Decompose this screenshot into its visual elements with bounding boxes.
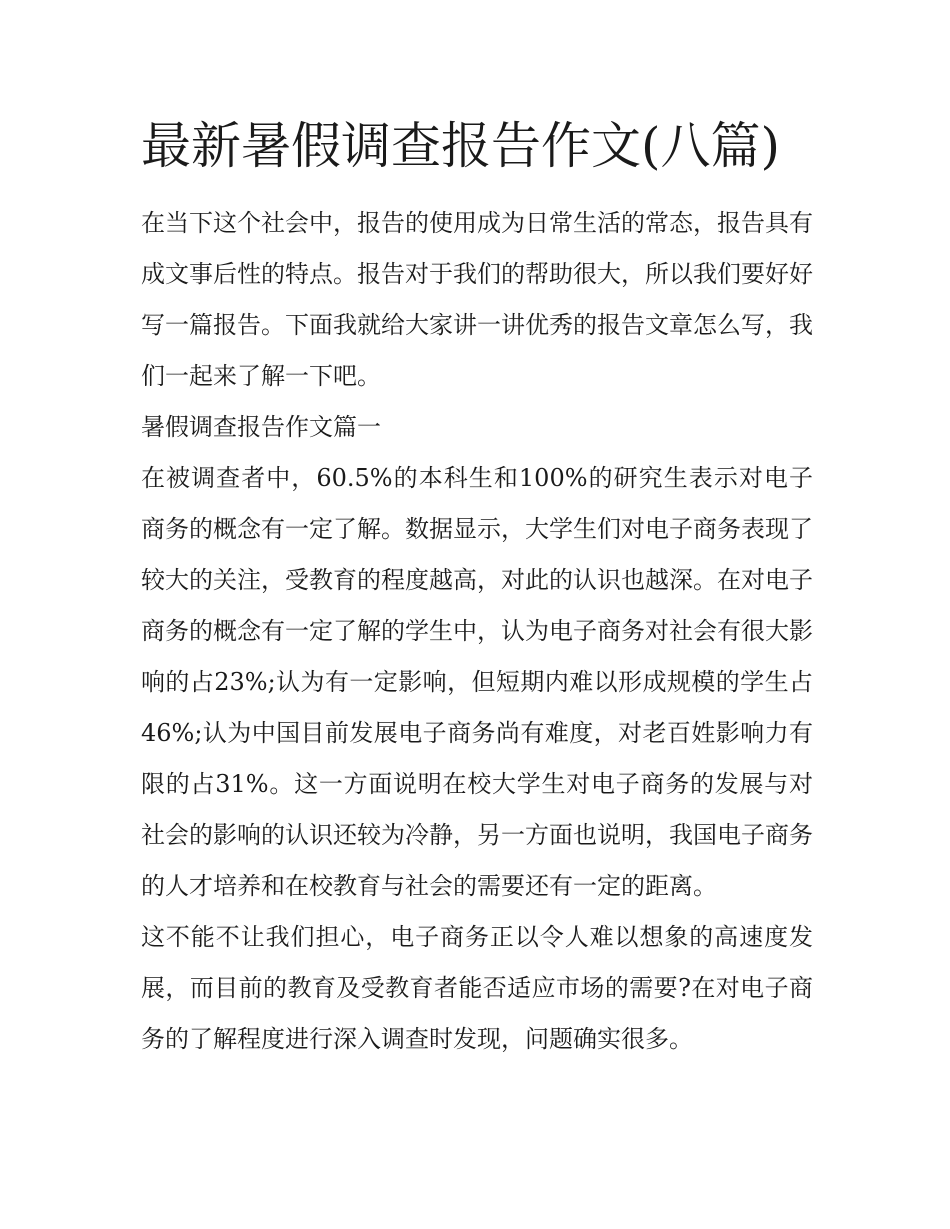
concern-paragraph: 这不能不让我们担心，电子商务正以令人难以想象的高速度发展，而目前的教育及受教育者能否适应市场的需要?在对电子商务的了解程度进行深入调查时发现，问题确实很多。 [141, 923, 813, 1053]
section-heading: 暑假调查报告作文篇一 [141, 413, 381, 441]
intro-paragraph: 在当下这个社会中，报告的使用成为日常生活的常态，报告具有成文事后性的特点。报告对于我们的帮助很大，所以我们要好好写一篇报告。下面我就给大家讲一讲优秀的报告文章怎么写，我们一起来了解一下吧。 [141, 209, 813, 390]
document-title: 最新暑假调查报告作文(八篇) [141, 117, 781, 175]
survey-paragraph: 在被调查者中，60.5%的本科生和100%的研究生表示对电子商务的概念有一定了解。数据显示，大学生们对电子商务表现了较大的关注，受教育的程度越高，对此的认识也越深。在对电子商务的概念有一定了解的学生中，认为电子商务对社会有很大影响的占23%;认为有一定影响，但短期内难以形成规模的学生占46%;认为中国目前发展电子商务尚有难度，对老百姓影响力有限的占31%。这一方面说明在校大学生对电子商务的发展与对社会的影响的认识还较为冷静，另一方面也说明，我国电子商务的人才培养和在校教育与社会的需要还有一定的距离。 [141, 464, 813, 900]
document-page [141, 110, 813, 1065]
